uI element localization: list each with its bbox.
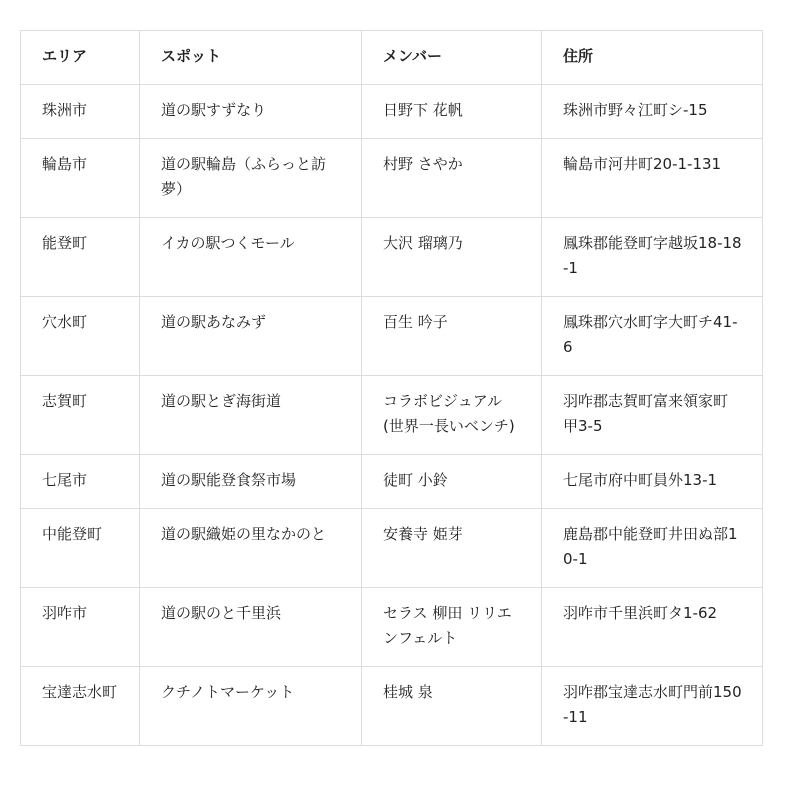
cell-address: 珠洲市野々江町シ-15 [542,85,763,139]
table-row [21,455,763,509]
table-row [21,509,763,588]
cell-member: 桂城 泉 [362,667,542,746]
cell-area: 志賀町 [21,376,140,455]
cell-spot: 道の駅すずなり [140,85,362,139]
cell-area: 能登町 [21,218,140,297]
cell-area: 輪島市 [21,139,140,218]
cell-spot: クチノトマーケット [140,667,362,746]
cell-area: 七尾市 [21,455,140,509]
cell-area: 羽咋市 [21,588,140,667]
cell-area: 宝達志水町 [21,667,140,746]
cell-spot: 道の駅輪島（ふらっと訪夢） [140,139,362,218]
header-member: メンバー [362,31,542,85]
table-row [21,85,763,139]
table-row [21,667,763,746]
cell-spot: 道の駅とぎ海街道 [140,376,362,455]
cell-spot: 道の駅のと千里浜 [140,588,362,667]
spot-table [20,30,763,746]
table-row [21,376,763,455]
cell-area: 穴水町 [21,297,140,376]
table-row [21,297,763,376]
cell-member: コラボビジュアル(世界一長いベンチ) [362,376,542,455]
table-row [21,139,763,218]
header-address: 住所 [542,31,763,85]
cell-member: 安養寺 姫芽 [362,509,542,588]
cell-address: 七尾市府中町員外13-1 [542,455,763,509]
cell-address: 鳳珠郡穴水町字大町チ41-6 [542,297,763,376]
table-row [21,218,763,297]
cell-address: 羽咋市千里浜町タ1-62 [542,588,763,667]
cell-address: 羽咋郡志賀町富来領家町甲3-5 [542,376,763,455]
cell-member: 大沢 瑠璃乃 [362,218,542,297]
cell-address: 羽咋郡宝達志水町門前150-11 [542,667,763,746]
cell-spot: 道の駅能登食祭市場 [140,455,362,509]
cell-member: 百生 吟子 [362,297,542,376]
cell-address: 鳳珠郡能登町字越坂18-18-1 [542,218,763,297]
cell-spot: 道の駅あなみず [140,297,362,376]
cell-member: 日野下 花帆 [362,85,542,139]
cell-spot: イカの駅つくモール [140,218,362,297]
cell-address: 輪島市河井町20-1-131 [542,139,763,218]
table-row [21,588,763,667]
cell-member: 村野 さやか [362,139,542,218]
cell-member: セラス 柳田 リリエンフェルト [362,588,542,667]
cell-address: 鹿島郡中能登町井田ぬ部10-1 [542,509,763,588]
table-header-row [21,31,763,85]
header-spot: スポット [140,31,362,85]
header-area: エリア [21,31,140,85]
spot-table-container [20,30,763,746]
cell-spot: 道の駅織姫の里なかのと [140,509,362,588]
cell-member: 徒町 小鈴 [362,455,542,509]
cell-area: 中能登町 [21,509,140,588]
cell-area: 珠洲市 [21,85,140,139]
